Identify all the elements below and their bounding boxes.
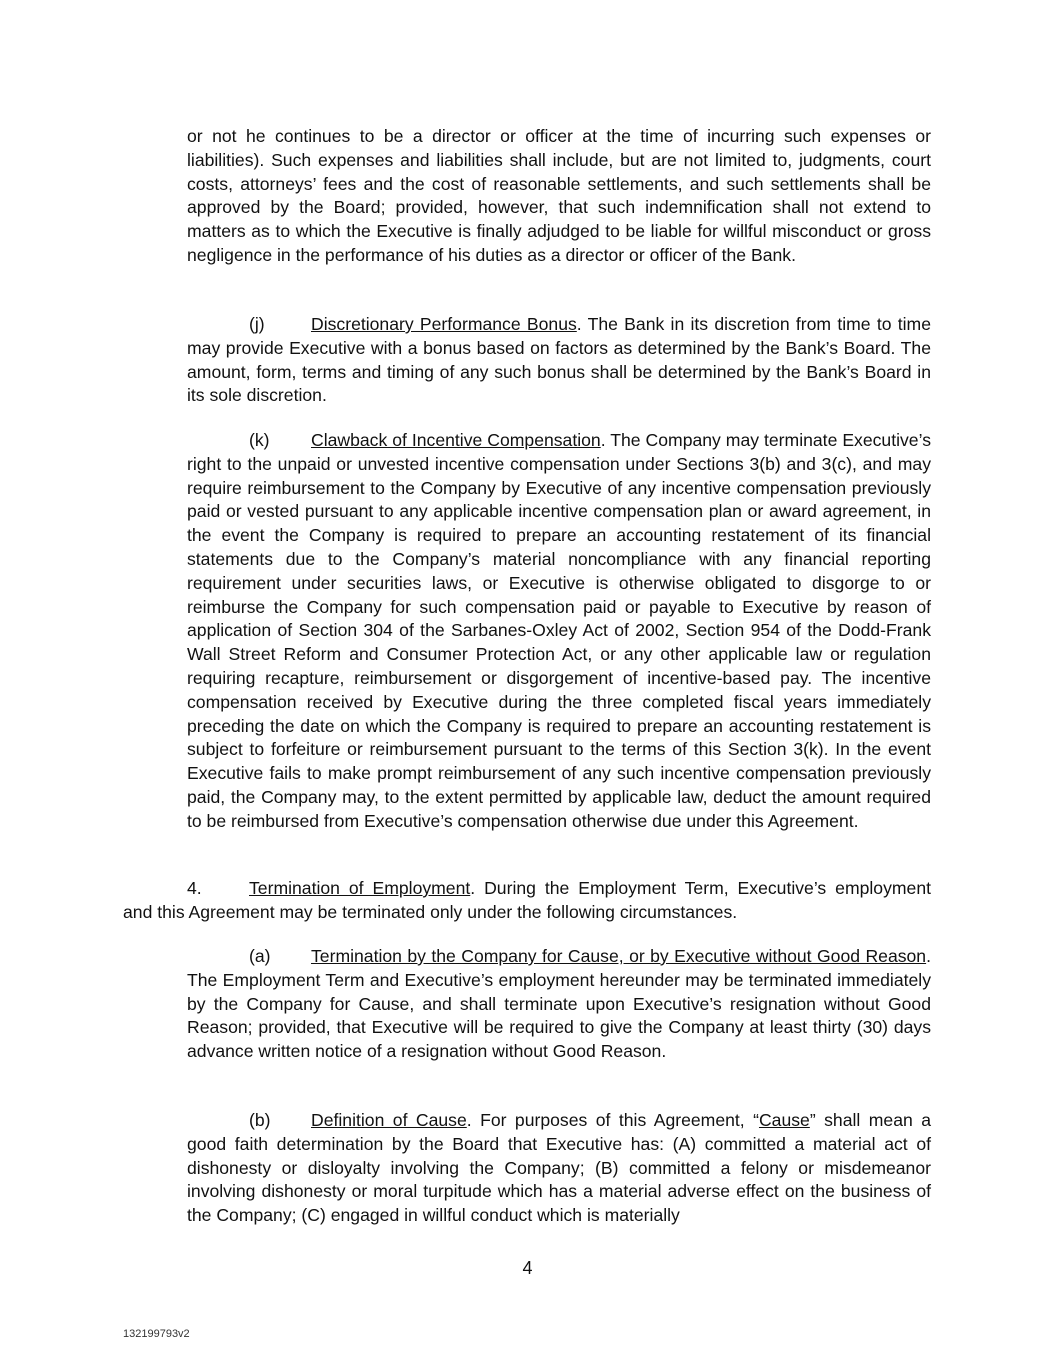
section-k-paragraph <box>187 429 931 834</box>
section-k-body: . The Company may terminate Executive’s right to the unpaid or unvested incentive compensation under Sections 3(b) and 3(c), and may require reimbursement to the Company by Executive of any incentive compensation previously paid or vested pursuant to any applicable incentive compensation plan or award agreement, in the event the Company is required to prepare an accounting restatement of its financial statements due to the Company’s material noncompliance with any financial reporting requirement under securities laws, or Executive is otherwise obligated to disgorge to or reimburse the Company for such compensation paid or payable to Executive by reason of application of Section 304 of the Sarbanes-Oxley Act of 2002, Section 954 of the Dodd-Frank Wall Street Reform and Consumer Protection Act, or any other applicable law or regulation requiring recapture, reimbursement or disgorgement of incentive-based pay. The incentive compensation received by Executive during the three completed fiscal years immediately preceding the date on which the Company is required to prepare an accounting restatement is subject to forfeiture or reimbursement pursuant to the terms of this Section 3(k). In the event Executive fails to make prompt reimbursement of any such incentive compensation previously paid, the Company may, to the extent permitted by applicable law, deduct the amount required to be reimbursed from Executive’s compensation otherwise due under this Agreement. <box>187 430 931 831</box>
section-4a-body: . The Employment Term and Executive’s employment hereunder may be terminated immediately by the Company for Cause, and shall terminate upon Executive’s resignation without Good Reason; provided, that Executive will be required to give the Company at least thirty (30) days advance written notice of a resignation without Good Reason. <box>187 946 931 1062</box>
section-4a-paragraph <box>187 945 931 1064</box>
section-4a-label: (a) <box>249 946 271 966</box>
section-4-body: . During the Employment Term, Executive’s employment and this Agreement may be terminated only under the following circumstances. <box>123 878 931 922</box>
section-j-heading: Discretionary Performance Bonus <box>311 314 577 334</box>
document-id: 132199793v2 <box>123 1328 190 1340</box>
section-k-heading: Clawback of Incentive Compensation <box>311 430 601 450</box>
section-4b-label: (b) <box>249 1110 271 1130</box>
section-j-body: . The Bank in its discretion from time to time may provide Executive with a bonus based on factors as determined by the Bank’s Board. The amount, form, terms and timing of any such bonus shall be determined by the Bank’s Board in its sole discretion. <box>187 314 931 406</box>
page-number: 4 <box>522 1258 533 1278</box>
section-4-number: 4. <box>187 878 202 898</box>
section-4b-defined-term: Cause <box>758 1110 810 1130</box>
section-4b-body-pre: . For purposes of this Agreement, “ <box>466 1110 759 1130</box>
section-k-label: (k) <box>249 430 270 450</box>
section-4b-heading: Definition of Cause <box>311 1110 467 1130</box>
section-4b-paragraph <box>187 1109 931 1228</box>
section-4b-body-post: ” shall mean a good faith determination by the Board that Executive has: (A) committed a material act of dishonesty or disloyalty involving the Company; (B) committed a felony or misdemeanor involving dishonesty or moral turpitude which has a material adverse effect on the business of the Company; (C) engaged in willful conduct which is materially <box>187 1110 931 1226</box>
continued-paragraph: or not he continues to be a director or officer at the time of incurring such expenses or liabilities). Such expenses and liabilities shall include, but are not limited to, judgments, court costs, attorneys’ fees and the cost of reasonable settlements, and such settlements shall be approved by the Board; provided, however, that such indemnification shall not extend to matters as to which the Executive is finally adjudged to be liable for willful misconduct or gross negligence in the performance of his duties as a director or officer of the Bank. <box>187 126 931 265</box>
section-4-heading: Termination of Employment <box>249 878 471 898</box>
section-4a-heading: Termination by the Company for Cause, or by Executive without Good Reason <box>311 946 927 966</box>
section-j-paragraph <box>187 313 931 408</box>
section-4-paragraph <box>123 877 931 925</box>
section-j-label: (j) <box>249 314 265 334</box>
